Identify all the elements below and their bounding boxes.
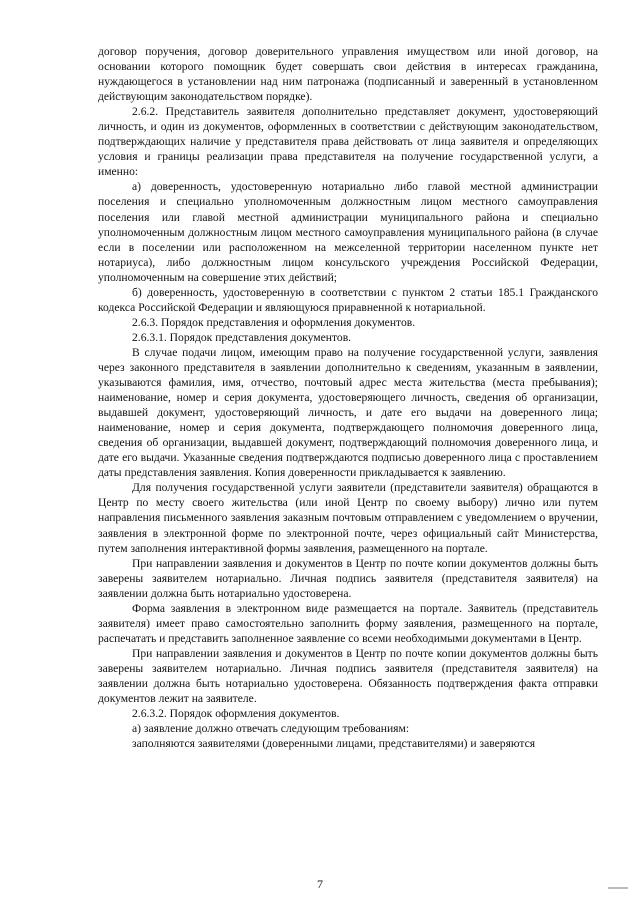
paragraph: а) заявление должно отвечать следующим требованиям: — [132, 722, 410, 736]
paragraph: 2.6.2. Представитель заявителя дополнительно представляет документ, удостоверяющий личность, и один из документов, оформленных в соответствии с действующим законодательством, подтверждающих наличие у представителя права действовать от лица заявителя и определяющих условия и границы реализации права представителя на получение государственной услуги, а именно: — [98, 105, 598, 179]
paragraph: а) доверенность, удостоверенную нотариально либо главой местной администрации поселения и специально уполномоченным должностным лицом местного самоуправления поселения или главой местной администрации муниципального района и специально уполномоченным должностным лицом местного самоуправления муниципального района (в случае если в поселении или расположенном на межселенной территории населенном пункте нет нотариуса), либо должностным лицом консульского учреждения Российской Федерации, уполномоченным на совершение этих действий; — [98, 180, 598, 284]
paragraph: б) доверенность, удостоверенную в соответствии с пунктом 2 статьи 185.1 Гражданского кодекса Российской Федерации и являющуюся приравненной к нотариальной. — [98, 285, 598, 314]
paragraph: Форма заявления в электронном виде размещается на портале. Заявитель (представитель заявителя) имеет право самостоятельно заполнить форму заявления, размещенного на портале, распечатать и представить заполненное заявление со всеми необходимыми документами в Центр. — [98, 601, 598, 645]
page-number: 7 — [317, 877, 323, 891]
paragraph: 2.6.3. Порядок представления и оформления документов. — [132, 315, 416, 329]
paragraph: 2.6.3.1. Порядок представления документов. — [132, 330, 352, 344]
paragraph: При направлении заявления и документов в Центр по почте копии документов должны быть заверены заявителем нотариально. Личная подпись заявителя (представителя заявителя) на заявлении должна быть нотариально удостоверена. — [98, 556, 598, 600]
paragraph: 2.6.3.2. Порядок оформления документов. — [132, 707, 340, 721]
paragraph: заполняются заявителями (доверенными лицами, представителями) и заверяются — [132, 737, 536, 751]
scan-artifact — [608, 887, 628, 889]
paragraph: Для получения государственной услуги заявители (представители заявителя) обращаются в Центр по месту своего жительства (или иной Центр по своему выбору) лично или путем направления письменного заявления заказным почтовым отправлением с уведомлением о вручении, заявления в электронной форме по электронной почте, через официальный сайт Министерства, путем заполнения интерактивной формы заявления, размещенного на портале. — [98, 481, 598, 555]
paragraph: договор поручения, договор доверительного управления имуществом или иной договор, на основании которого помощник будет совершать свои действия в интересах гражданина, нуждающегося в установлении над ним патронажа (подписанный и заверенный в установленном действующим законодательством порядке). — [98, 45, 598, 104]
paragraph: В случае подачи лицом, имеющим право на получение государственной услуги, заявления через законного представителя в заявлении дополнительно к сведениям, указанным в заявлении, указываются фамилия, имя, отчество, почтовый адрес места жительства (места пребывания); наименование, номер и серия документа, удостоверяющего личность, сведения об организации, выдавшей документ, удостоверяющий личность, и дате его выдачи на доверенного лица; наименование, номер и серия документа, подтверждающего полномочия доверенного лица, сведения об организации, выдавшей документ, подтверждающий полномочия доверенного лица, и дате его выдачи. Указанные сведения подтверждаются подписью доверенного лица с проставлением даты представления заявления. Копия доверенности прикладывается к заявлению. — [98, 345, 598, 480]
paragraph: При направлении заявления и документов в Центр по почте копии документов должны быть заверены заявителем нотариально. Личная подпись заявителя (представителя заявителя) на заявлении должна быть нотариально удостоверена. Обязанность подтверждения факта отправки документов лежит на заявителе. — [98, 646, 598, 706]
document-body — [98, 44, 598, 751]
